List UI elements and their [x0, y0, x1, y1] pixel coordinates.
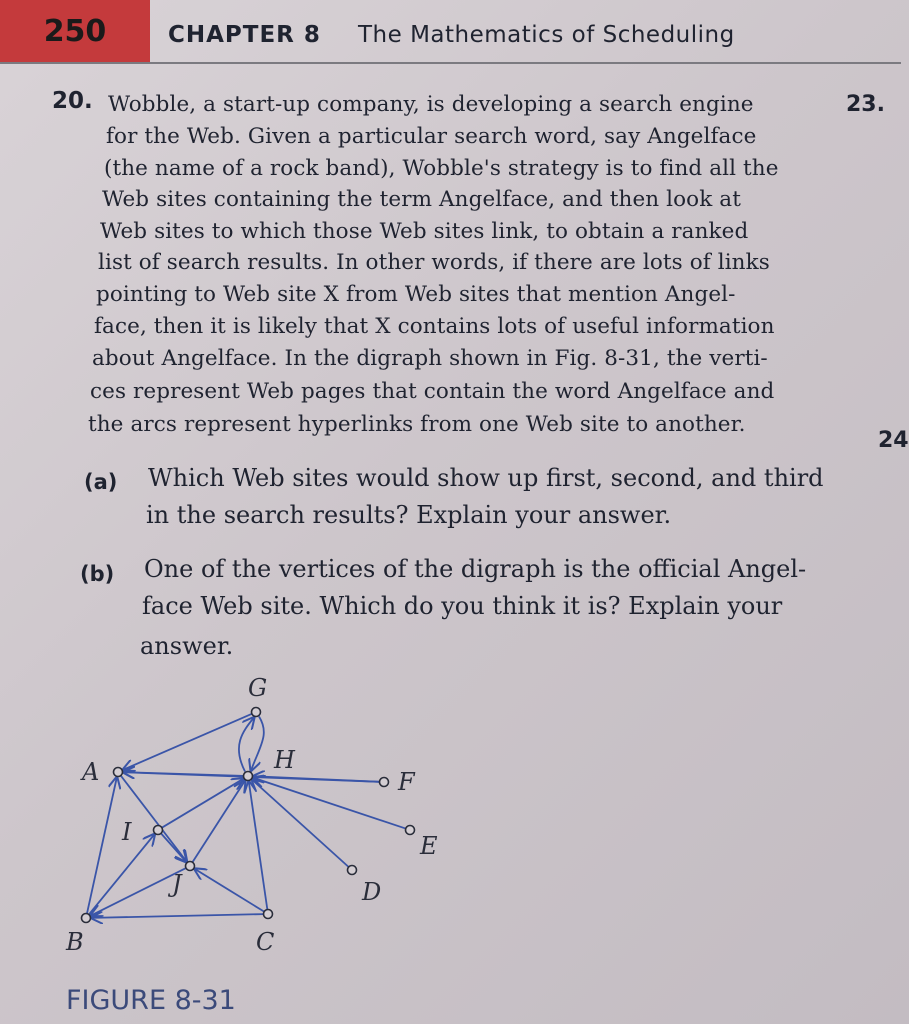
arc-H-G: [239, 718, 254, 772]
problem-line: Web sites containing the term Angelface, and then look at: [102, 187, 741, 212]
vertex-C: [264, 910, 273, 919]
arc-G-H: [251, 717, 264, 771]
problem-line: about Angelface. In the digraph shown in Fig. 8-31, the verti-: [92, 346, 768, 371]
vertex-label-C: C: [256, 928, 275, 956]
arc-B-A: [87, 777, 117, 913]
vertex-D: [348, 866, 357, 875]
problem-line: list of search results. In other words, if there are lots of links: [98, 250, 770, 275]
arc-C-H: [249, 781, 268, 909]
arc-F-H: [253, 776, 379, 782]
vertex-F: [380, 778, 389, 787]
vertex-H: [244, 772, 253, 781]
vertex-G: [252, 708, 261, 717]
header-bar: [0, 0, 901, 64]
digraph-arcs: [87, 714, 406, 918]
vertex-B: [82, 914, 91, 923]
problem-line: ces represent Web pages that contain the word Angelface and: [90, 379, 775, 404]
arc-B-I: [89, 834, 155, 914]
part-a-line: Which Web sites would show up first, second, and third: [148, 464, 824, 492]
problem-line: Wobble, a start-up company, is developing a search engine: [108, 92, 754, 117]
vertex-E: [406, 826, 415, 835]
vertex-label-G: G: [248, 674, 268, 702]
chapter-title: The Mathematics of Scheduling: [358, 22, 735, 48]
vertex-label-I: I: [122, 818, 132, 846]
vertex-label-A: A: [82, 758, 100, 786]
figure-caption: FIGURE 8-31: [66, 985, 236, 1016]
arc-G-A: [123, 714, 252, 770]
problem-line: Web sites to which those Web sites link, to obtain a ranked: [100, 219, 749, 244]
part-a-line: in the search results? Explain your answer.: [146, 501, 672, 529]
problem-line: face, then it is likely that X contains lots of useful information: [94, 314, 775, 339]
problem-line: (the name of a rock band), Wobble's strategy is to find all the: [104, 156, 779, 181]
vertex-label-J: J: [172, 870, 182, 898]
arc-C-B: [91, 914, 263, 918]
vertex-I: [154, 826, 163, 835]
chapter-label: CHAPTER 8: [168, 22, 321, 48]
part-b-label: (b): [80, 562, 115, 586]
part-b-line: face Web site. Which do you think it is? Explain your: [142, 592, 783, 620]
page-number: 250: [0, 0, 150, 62]
problem-number: 20.: [52, 88, 93, 114]
digraph-figure: [60, 670, 480, 970]
vertex-label-F: F: [398, 768, 415, 796]
vertex-J: [186, 862, 195, 871]
vertex-label-E: E: [420, 832, 438, 860]
problem-line: the arcs represent hyperlinks from one Web site to another.: [88, 412, 746, 437]
part-b-line: answer.: [140, 632, 234, 660]
arc-C-J: [195, 869, 264, 912]
vertex-label-D: D: [362, 878, 382, 906]
problem-line: for the Web. Given a particular search word, say Angelface: [106, 124, 757, 149]
vertex-label-H: H: [274, 746, 295, 774]
margin-problem-number-2: 24: [878, 428, 909, 453]
vertex-label-B: B: [66, 928, 84, 956]
problem-line: pointing to Web site X from Web sites that mention Angel-: [96, 282, 736, 307]
vertex-A: [114, 768, 123, 777]
margin-problem-number: 23.: [846, 92, 885, 117]
part-a-label: (a): [84, 470, 118, 494]
part-b-line: One of the vertices of the digraph is the official Angel-: [144, 555, 807, 583]
